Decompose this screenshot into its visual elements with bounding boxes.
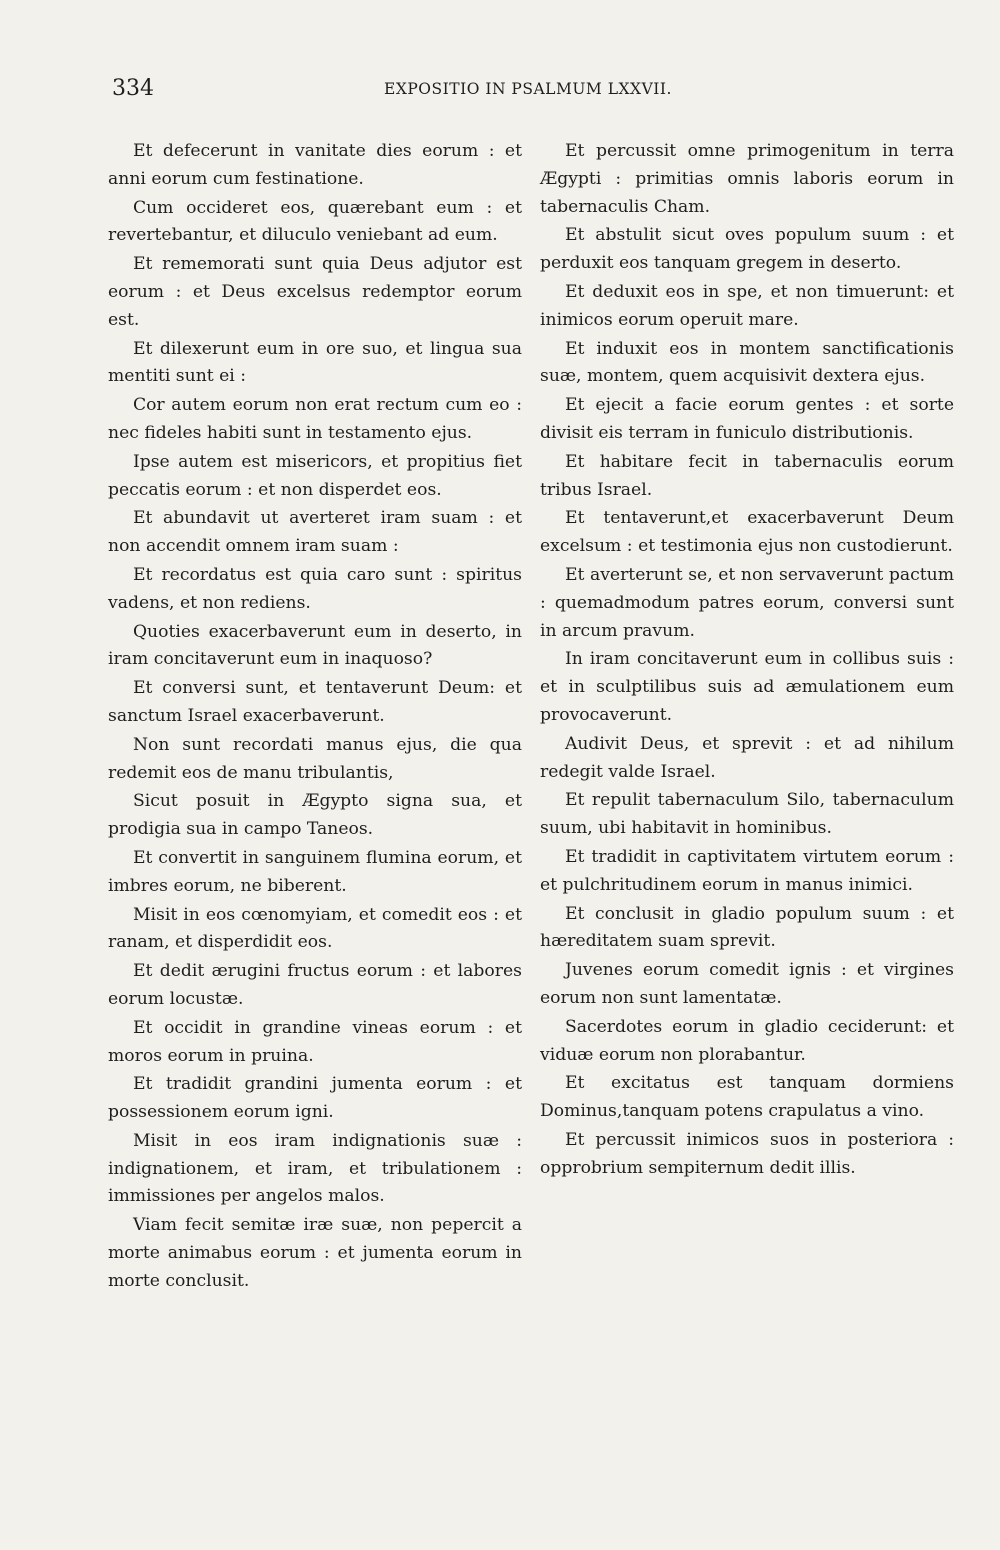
verse: Et defecerunt in vanitate dies eorum : et anni eorum cum festinatione.	[108, 141, 522, 189]
verse: Non sunt recordati manus ejus, die qua redemit eos de manu tribulantis,	[108, 734, 522, 783]
verse: Et dilexerunt eum in ore suo, et lingua sua mentiti sunt ei :	[108, 338, 522, 387]
verse: Quoties exacerbaverunt eum in deserto, in iram concitaverunt eum in inaquoso?	[108, 621, 522, 670]
verse: Et percussit inimicos suos in posteriora : opprobrium sempiternum dedit illis.	[540, 1129, 954, 1178]
verse: Et occidit in grandine vineas eorum : et moros eorum in pruina.	[108, 1017, 522, 1066]
verse: Et abundavit ut averteret iram suam : et non accendit omnem iram suam :	[108, 508, 522, 557]
verse: Et rememorati sunt quia Deus adjutor est eorum : et Deus excelsus redemptor eorum est.	[108, 254, 522, 330]
page-number: 334	[112, 76, 154, 101]
verse: Ipse autem est misericors, et propitius fiet peccatis eorum : et non disperdet eos.	[108, 451, 522, 500]
verse: Viam fecit semitæ iræ suæ, non pepercit a morte animabus eorum : et jumenta eorum in morte conclusit.	[108, 1215, 522, 1291]
verse: Sicut posuit in Ægypto signa sua, et prodigia sua in campo Taneos.	[108, 791, 522, 840]
verse: Et conclusit in gladio populum suum : et hæreditatem suam sprevit.	[540, 903, 954, 952]
verse: Et induxit eos in montem sanctificationis suæ, montem, quem acquisivit dextera ejus.	[540, 338, 954, 387]
verse: Et recordatus est quia caro sunt : spiritus vadens, et non rediens.	[108, 564, 522, 613]
verse: Et averterunt se, et non servaverunt pactum : quemadmodum patres eorum, conversi sunt in arcum pravum.	[540, 564, 954, 641]
verse: Misit in eos cœnomyiam, et comedit eos : et ranam, et disperdidit eos.	[108, 904, 522, 953]
verse: Et percussit omne primogenitum in terra Ægypti : primitias omnis laboris eorum in tabernaculis Cham.	[540, 141, 954, 217]
verse: In iram concitaverunt eum in collibus suis : et in sculptilibus suis ad æmulationem eum provocaverunt.	[540, 649, 954, 725]
verse: Et abstulit sicut oves populum suum : et perduxit eos tanquam gregem in deserto.	[540, 225, 954, 274]
verse: Et excitatus est tanquam dormiens Dominus,tanquam potens crapulatus a vino.	[540, 1073, 954, 1122]
verse: Juvenes eorum comedit ignis : et virgines eorum non sunt lamentatæ.	[540, 960, 954, 1008]
right-column	[540, 138, 954, 1183]
verse: Cum occideret eos, quærebant eum : et revertebantur, et diluculo veniebant ad eum.	[108, 197, 522, 246]
verse: Et conversi sunt, et tentaverunt Deum: et sanctum Israel exacerbaverunt.	[108, 678, 522, 726]
verse: Et habitare fecit in tabernaculis eorum tribus Israel.	[540, 451, 954, 500]
left-column	[108, 138, 522, 1297]
page-header	[112, 76, 932, 106]
verse: Et tentaverunt,et exacerbaverunt Deum excelsum : et testimonia ejus non custodierunt.	[540, 508, 954, 557]
verse: Et tradidit grandini jumenta eorum : et possessionem eorum igni.	[108, 1074, 522, 1123]
running-head: EXPOSITIO IN PSALMUM LXXVII.	[384, 80, 672, 98]
verse: Et convertit in sanguinem flumina eorum, et imbres eorum, ne biberent.	[108, 847, 522, 896]
verse: Et ejecit a facie eorum gentes : et sorte divisit eis terram in funiculo distributionis.	[540, 395, 954, 443]
verse: Sacerdotes eorum in gladio ceciderunt: et viduæ eorum non plorabantur.	[540, 1016, 954, 1065]
verse: Et deduxit eos in spe, et non timuerunt: et inimicos eorum operuit mare.	[540, 281, 954, 330]
verse: Et tradidit in captivitatem virtutem eorum : et pulchritudinem eorum in manus inimici.	[540, 846, 954, 895]
verse: Audivit Deus, et sprevit : et ad nihilum redegit valde Israel.	[540, 733, 954, 782]
verse: Cor autem eorum non erat rectum cum eo : nec fideles habiti sunt in testamento ejus.	[108, 395, 522, 443]
verse: Et dedit ærugini fructus eorum : et labores eorum locustæ.	[108, 961, 522, 1009]
verse: Misit in eos iram indignationis suæ : indignationem, et iram, et tribulationem : immissiones per angelos malos.	[108, 1130, 522, 1207]
verse: Et repulit tabernaculum Silo, tabernaculum suum, ubi habitavit in hominibus.	[540, 790, 954, 839]
